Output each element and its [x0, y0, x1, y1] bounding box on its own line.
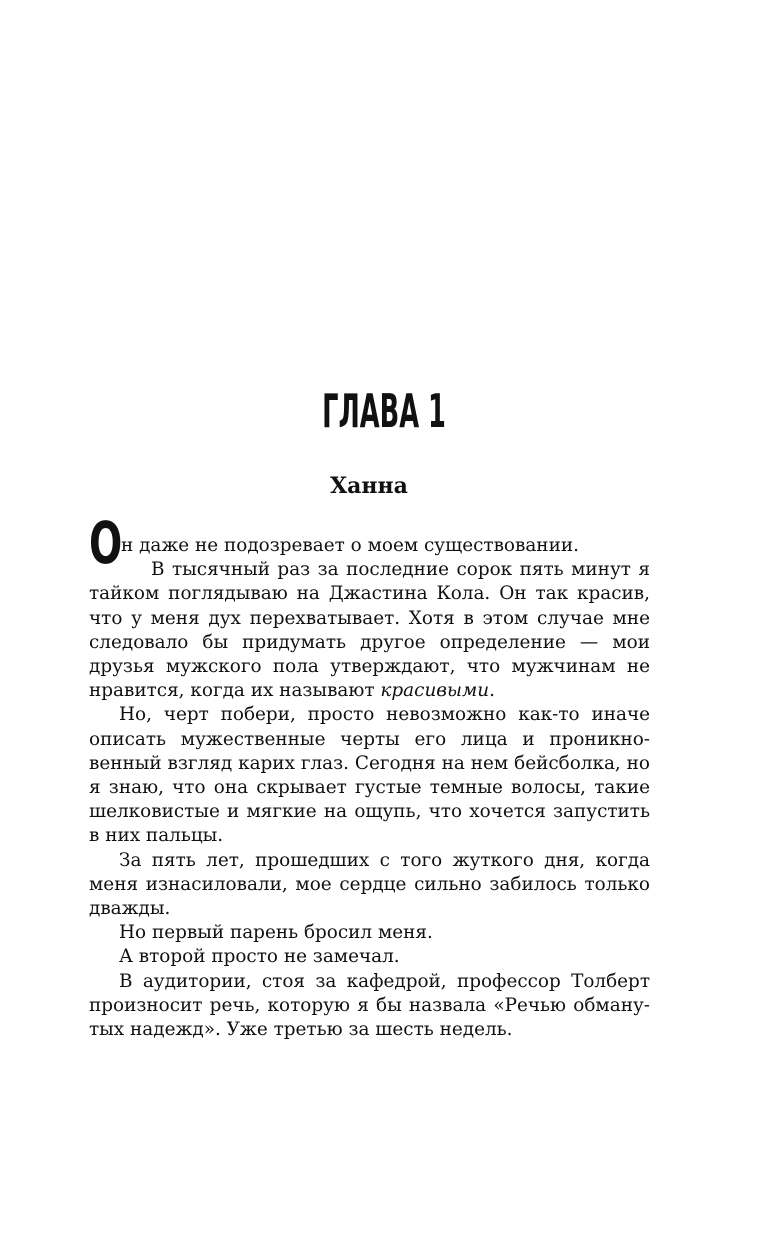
- paragraph-2: [89, 558, 650, 703]
- chapter-body: [89, 509, 650, 1042]
- paragraph-3: Но, черт побери, просто невозможно как-то иначе описать мужественные черты его лица и проникновенный взгляд карих глаз. Сегодня на нем бейсболка, но я знаю, что она скрывает густые темные волосы, такие шелковистые и мягкие на ощупь, что хочется запустить в них пальцы.: [89, 704, 650, 847]
- chapter-subtitle: Ханна: [330, 473, 408, 499]
- paragraph-1: [89, 509, 650, 577]
- chapter-title: ГЛАВА 1: [322, 384, 446, 438]
- paragraph-4: За пять лет, прошедших с того жуткого дня, когда меня изнасиловали, мое сердце сильно забилось только дважды.: [89, 849, 650, 920]
- paragraph-5: Но первый парень бросил меня.: [119, 922, 433, 944]
- paragraph-1-text: н даже не подозревает о моем существовании.: [121, 535, 579, 556]
- paragraph-2-italic: красивыми: [380, 680, 490, 702]
- paragraph-2-text: В тысячный раз за последние сорок пять минут я тайком поглядываю на Джастина Кола. Он так красив, что у меня дух перехватывает. Хотя в этом случае мне следовало бы придумать другое определение — мои друзья мужского пола утверждают, что мужчинам не нравится, когда их называют: [89, 559, 650, 702]
- paragraph-7: В аудитории, стоя за кафедрой, профессор Толберт произносит речь, которую я бы назвала «Речью обманутых надежд». Уже третью за шесть недель.: [89, 970, 650, 1041]
- drop-cap: О: [89, 509, 123, 577]
- paragraph-6: А второй просто не замечал.: [119, 946, 400, 968]
- paragraph-2-end: .: [489, 680, 495, 702]
